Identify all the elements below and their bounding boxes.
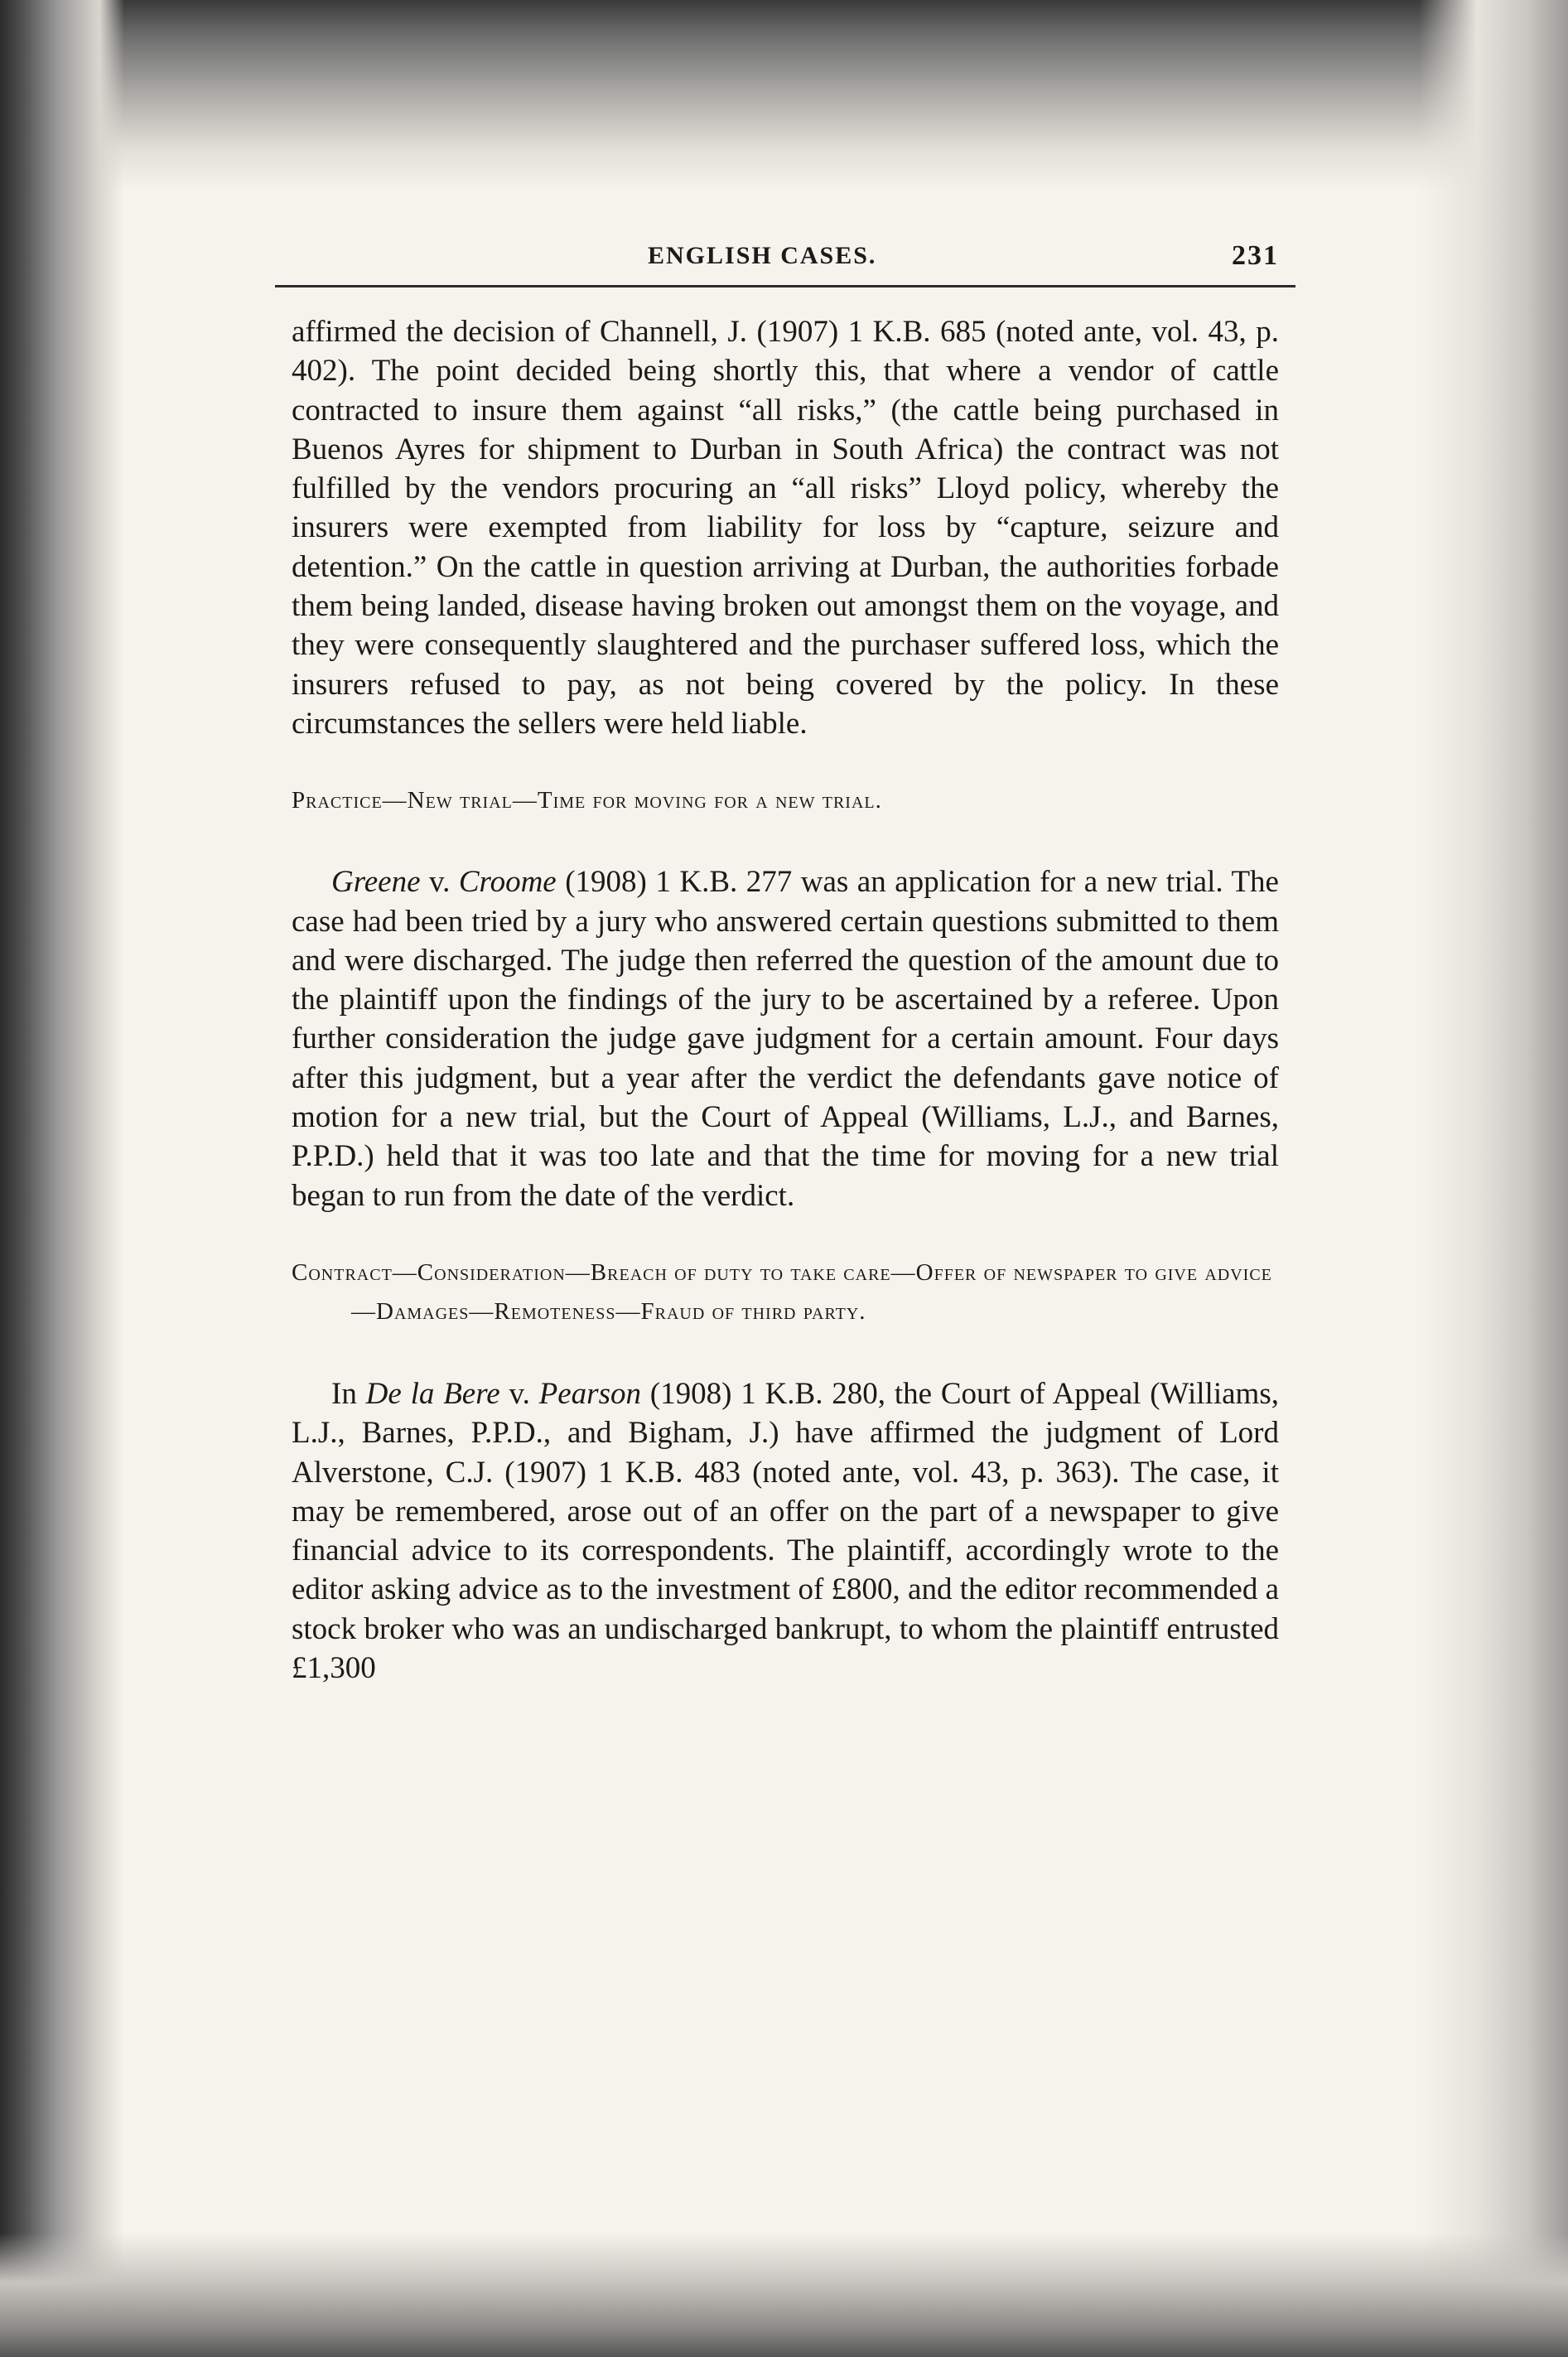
case-party-b: Pearson xyxy=(538,1376,641,1411)
case-party-a: De la Bere xyxy=(365,1376,500,1411)
scan-shadow-top xyxy=(0,0,1568,191)
header-rule xyxy=(275,285,1295,287)
case-paragraph-greene-v-croome xyxy=(292,862,1279,1215)
section-heading-practice: Practice—New trial—Time for moving for a new trial. xyxy=(292,787,882,814)
case-versus: v. xyxy=(420,865,459,900)
case-party-a: Greene xyxy=(331,865,421,900)
scan-shadow-bottom xyxy=(0,2233,1568,2357)
scan-shadow-left xyxy=(0,0,124,2357)
case-body: (1908) 1 K.B. 280, the Court of Appeal (Williams, L.J., Barnes, P.P.D., and Bigham, J.) have affirmed the judgment of Lord Alverstone, C.J. (1907) 1 K.B. 483 (noted ante, vol. 43, p. 363). The case, it may be remembered, arose out of an offer on the part of a newspaper to give financial advice to its correspondents. The plaintiff, accordingly wrote to the editor asking advice as to the investment of £800, and the editor recommended a stock broker who was an undischarged bankrupt, to whom the plaintiff entrusted £1,300 xyxy=(292,1376,1279,1686)
case-paragraph-de-la-bere-v-pearson xyxy=(292,1374,1279,1688)
running-head-title: ENGLISH CASES. xyxy=(648,242,877,269)
paragraph-continuation: affirmed the decision of Channell, J. (1907) 1 K.B. 685 (noted ante, vol. 43, p. 402). The point decided being shortly this, that where a vendor of cattle contracted to insure them against “all risks,” (the cattle being purchased in Buenos Ayres for shipment to Durban in South Africa) the contract was not fulfilled by the vendors procuring an “all risks” Lloyd policy, whereby the insurers were exempted from liability for loss by “capture, seizure and detention.” On the cattle in question arriving at Durban, the authorities forbade them being landed, disease having broken out amongst them on the voyage, and they were consequently slaughtered and the purchaser suffered loss, which the insurers refused to pay, as not being covered by the policy. In these circumstances the sellers were held liable. xyxy=(292,315,1279,741)
case-body: (1908) 1 K.B. 277 was an application for a new trial. The case had been tried by a jury who answered certain questions submitted to them and were discharged. The judge then referred the question of the amount due to the plaintiff upon the findings of the jury to be ascertained by a referee. Upon further consideration the judge gave judgment for a certain amount. Four days after this judgment, but a year after the verdict the defendants gave notice of motion for a new trial, but the Court of Appeal (Williams, L.J., and Barnes, P.P.D.) held that it was too late and that the time for moving for a new trial began to run from the date of the verdict. xyxy=(292,865,1279,1213)
page-text-block xyxy=(292,234,1279,1688)
running-head xyxy=(292,234,1279,275)
case-party-b: Croome xyxy=(458,865,557,900)
case-versus: v. xyxy=(499,1376,539,1411)
section-heading-contract: Contract—Consideration—Breach of duty to take care—Offer of newspaper to give advice—Damages—Remoteness—Fraud of third party. xyxy=(292,1258,1272,1325)
page-number: 231 xyxy=(1232,240,1279,271)
scan-shadow-right xyxy=(1419,0,1568,2357)
case-lead: In xyxy=(331,1376,366,1411)
